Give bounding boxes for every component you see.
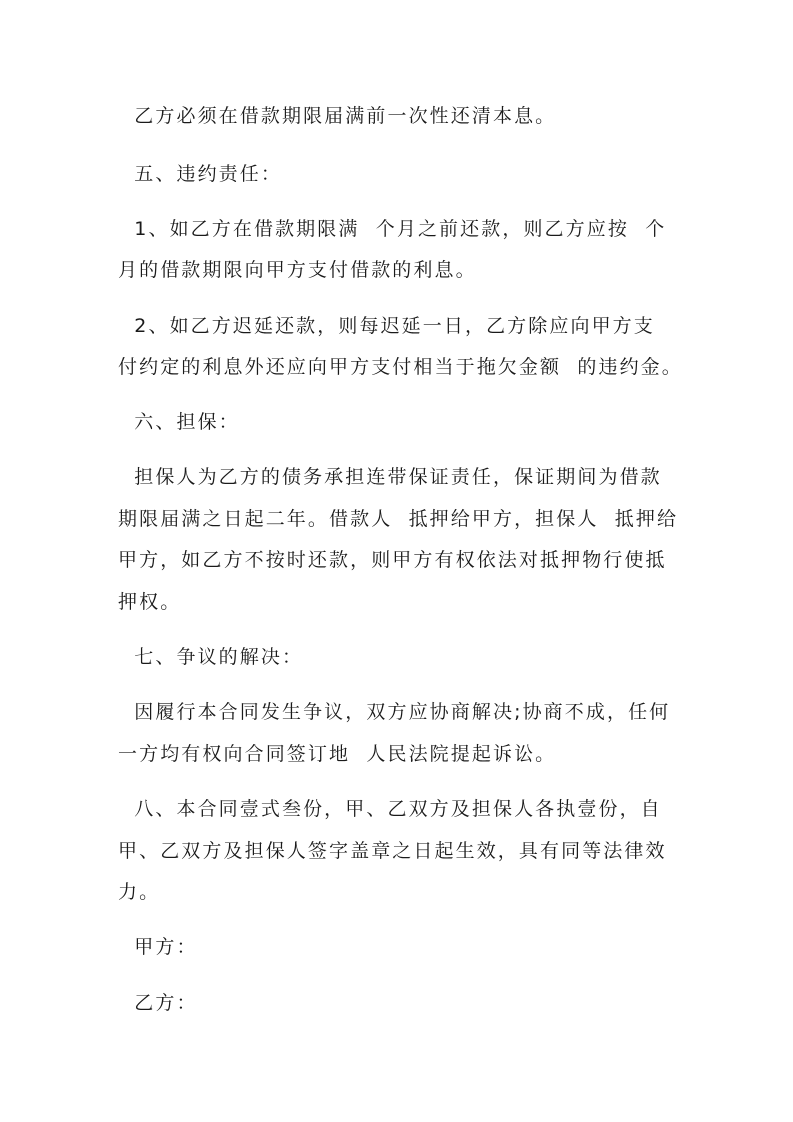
heading-dispute-resolution: 七、争议的解决：: [118, 646, 304, 668]
paragraph-guarantee-line-3: 甲方，如乙方不按时还款，则甲方有权依法对抵押物行使抵: [118, 549, 667, 571]
paragraph-repayment: 乙方必须在借款期限届满前一次性还清本息。: [118, 105, 557, 127]
paragraph-dispute-line-1: 因履行本合同发生争议，双方应协商解决;协商不成，任何: [118, 701, 671, 723]
signature-party-b: 乙方：: [118, 992, 198, 1014]
clause-late-repayment-line-2: 付约定的利息外还应向甲方支付相当于拖欠金额 的违约金。: [118, 356, 683, 378]
heading-breach-liability: 五、违约责任：: [118, 163, 282, 185]
paragraph-copies-line-3: 力。: [118, 881, 161, 903]
signature-party-a: 甲方：: [118, 936, 198, 958]
paragraph-copies-line-1: 八、本合同壹式叁份，甲、乙双方及担保人各执壹份，自: [118, 798, 662, 820]
clause-early-repayment-line-1: 1、如乙方在借款期限满 个月之前还款，则乙方应按 个: [118, 218, 667, 240]
paragraph-guarantee-line-1: 担保人为乙方的债务承担连带保证责任，保证期间为借款: [118, 466, 662, 488]
heading-guarantee: 六、担保：: [118, 411, 240, 433]
clause-late-repayment-line-1: 2、如乙方迟延还款，则每迟延一日，乙方除应向甲方支: [118, 315, 655, 337]
paragraph-guarantee-line-2: 期限届满之日起二年。借款人 抵押给甲方，担保人 抵押给: [118, 508, 679, 530]
paragraph-copies-line-2: 甲、乙双方及担保人签字盖章之日起生效，具有同等法律效: [118, 840, 667, 862]
paragraph-dispute-line-2: 一方均有权向合同签订地 人民法院提起诉讼。: [118, 743, 557, 765]
clause-early-repayment-line-2: 月的借款期限向甲方支付借款的利息。: [118, 259, 477, 281]
paragraph-guarantee-line-4: 押权。: [118, 591, 182, 613]
